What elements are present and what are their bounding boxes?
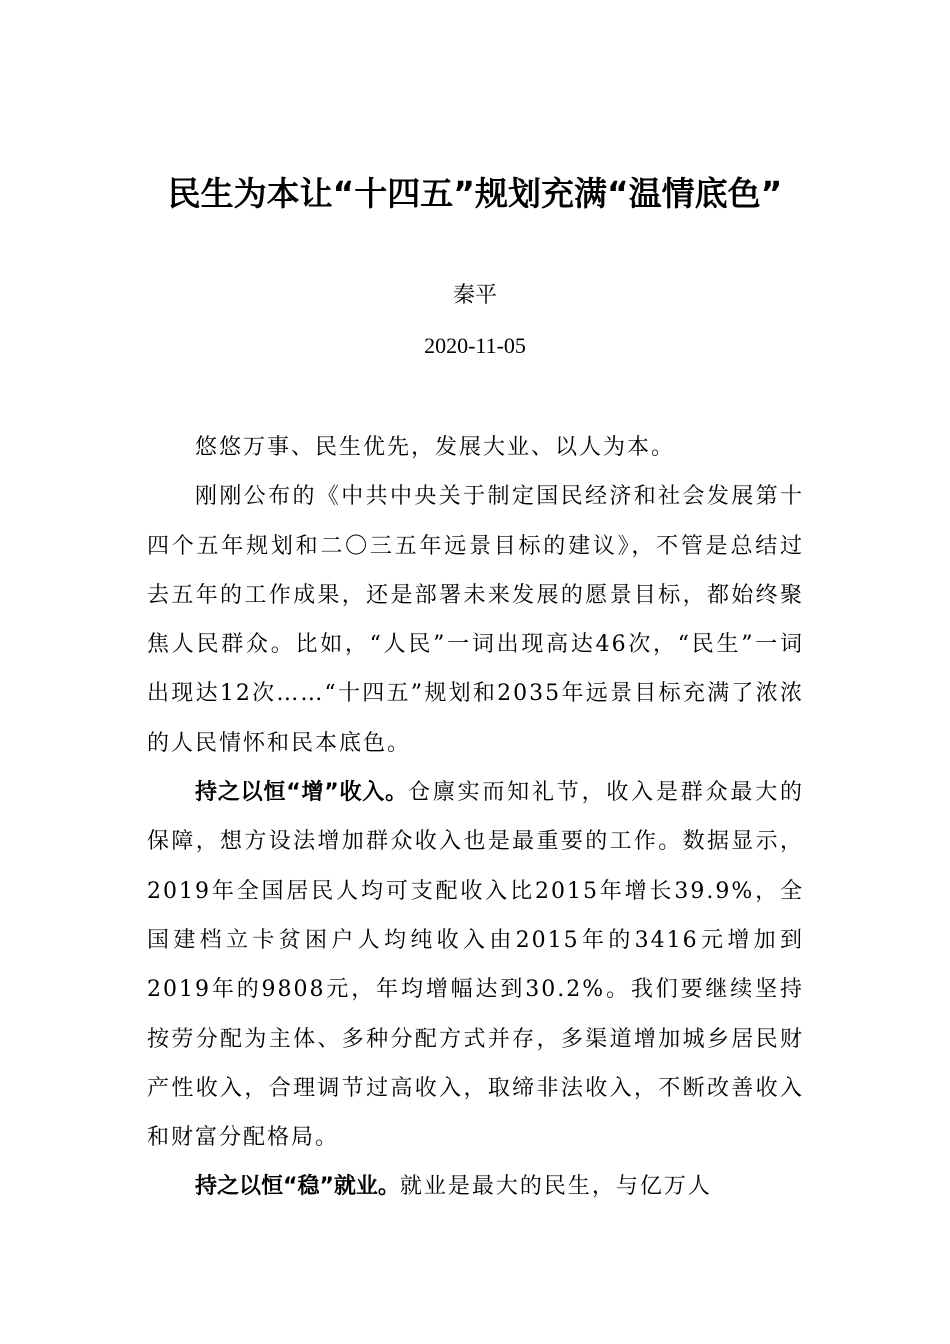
article-body (147, 423, 804, 1212)
article-title: 民生为本让“十四五”规划充满“温情底色” (167, 174, 783, 213)
body-paragraph (147, 472, 804, 768)
article-date: 2020-11-05 (424, 333, 526, 358)
article-author: 秦平 (452, 283, 497, 308)
section-heading: 持之以恒“稳”就业。 (195, 1174, 400, 1200)
paragraph-text: 仓廪实而知礼节，收入是群众最大的保障，想方设法增加群众收入也是最重要的工作。数据显示，2019年全国居民人均可支配收入比2015年增长39.9%，全国建档立卡贫困户人均纯收入由2015年的3416元增加到2019年的9808元，年均增幅达到30.2%。我们要继续坚持按劳分配为主体、多种分配方式并存，多渠道增加城乡居民财产性收入，合理调节过高收入，取缔非法收入，不断改善收入和财富分配格局。 (147, 780, 804, 1151)
section-heading: 持之以恒“增”收入。 (195, 780, 408, 806)
paragraph-text: 刚刚公布的《中共中央关于制定国民经济和社会发展第十四个五年规划和二〇三五年远景目标的建议》，不管是总结过去五年的工作成果，还是部署未来发展的愿景目标，都始终聚焦人民群众。比如，“人民”一词出现高达46次，“民生”一词出现达12次……“十四五”规划和2035年远景目标充满了浓浓的人民情怀和民本底色。 (147, 484, 804, 756)
body-paragraph (147, 1162, 804, 1211)
body-paragraph (147, 423, 804, 472)
paragraph-text: 悠悠万事、民生优先，发展大业、以人为本。 (195, 435, 676, 460)
body-paragraph (147, 768, 804, 1162)
paragraph-text: 就业是最大的民生，与亿万人 (399, 1174, 712, 1200)
